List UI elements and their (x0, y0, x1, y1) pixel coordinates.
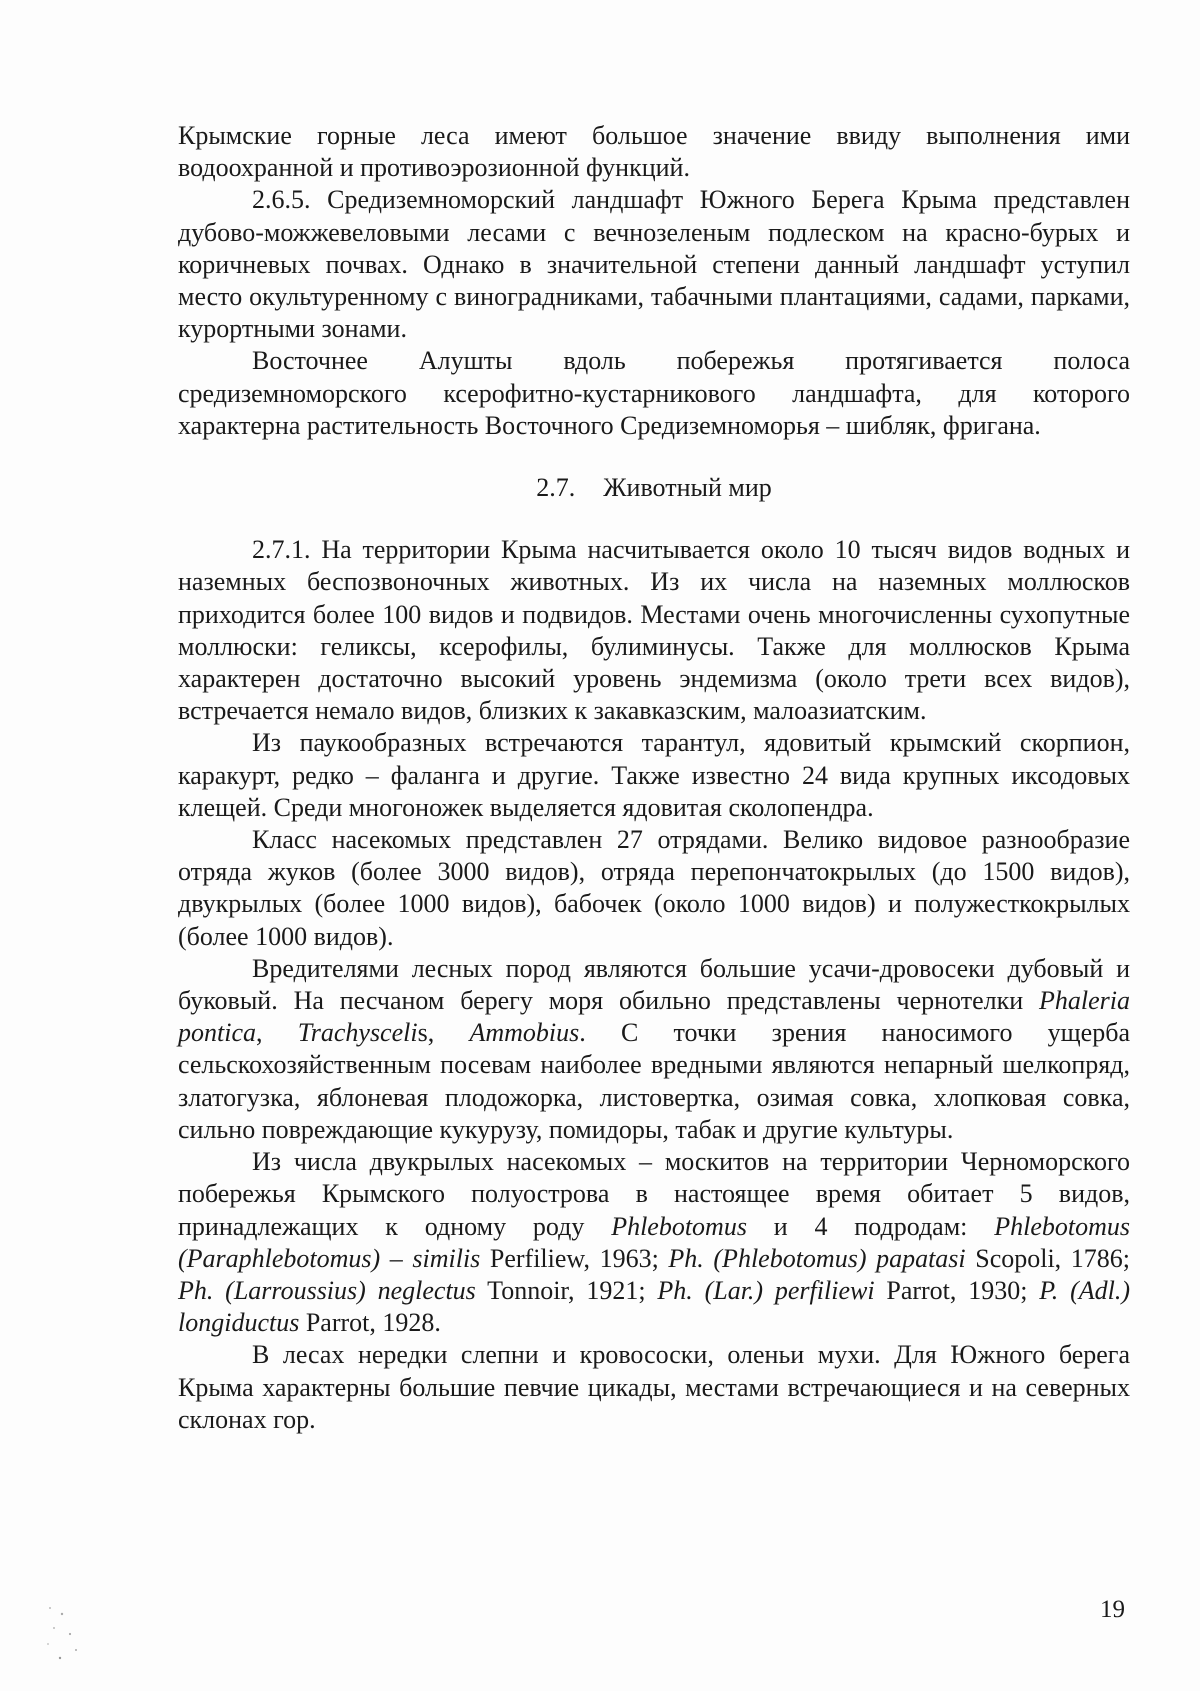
paragraph-pests (178, 953, 1130, 1146)
document-body (178, 120, 1130, 1436)
species-name: Ph. (Phlebotomus) papatasi (668, 1243, 966, 1273)
paragraph-forests-importance: Крымские горные леса имеют большое значение ввиду выполнения ими водоохранной и противоэрозионной функций. (178, 121, 1130, 183)
species-name: P. (Adl.) longiductus (178, 1275, 1131, 1338)
paragraph-invertebrates: 2.7.1. На территории Крыма насчитывается около 10 тысяч видов водных и наземных беспозвоночных животных. Из их числа на наземных моллюсков приходится более 100 видов и подвидов. Местами очень многочисленны сухопутные моллюски: геликсы, ксерофилы, булиминусы. Также для моллюсков Крыма характерен достаточно высокий уровень эндемизма (около трети всех видов), встречается немало видов, близких к закавказским, малоазиатским. (178, 535, 1130, 726)
text-run: Tonnoir, 1921; (475, 1275, 658, 1305)
text-run: s, (417, 1018, 470, 1048)
section-title: Животный мир (603, 473, 772, 503)
section-number: 2.7. (536, 473, 576, 503)
text-run: и 4 подродам: (746, 1211, 995, 1241)
species-name: Phlebotomus (611, 1211, 747, 1241)
page-number: 19 (1100, 1596, 1125, 1623)
paragraph-arachnids: Из паукообразных встречаются тарантул, ядовитый крымский скорпион, каракурт, редко – фаланга и другие. Также известно 24 вида крупных иксодовых клещей. Среди многоножек выделяется ядовитая сколопендра. (178, 728, 1130, 822)
species-name: Phaleria pontica (178, 986, 1130, 1048)
paragraph-flies-cicadas: В лесах нередки слепни и кровососки, оленьи мухи. Для Южного берега Крыма характерны большие певчие цикады, местами встречающиеся и на северных склонах гор. (178, 1340, 1130, 1434)
species-name: Ph. (Larroussius) neglectus (178, 1275, 476, 1305)
text-run: Из числа двукрылых насекомых – москитов на территории Черноморского побережья Крымского полуострова в настоящее время обитает 5 видов, принадлежащих к одному роду (178, 1147, 1130, 1241)
text-run: Scopoli, 1786; (965, 1243, 1130, 1273)
text-run: Parrot, 1928. (299, 1308, 441, 1338)
species-name: Ph. (Lar.) perfiliewi (657, 1275, 875, 1305)
paragraph-east-alushta: Восточнее Алушты вдоль побережья протягивается полоса средиземноморского ксерофитно-кустарникового ландшафта, для которого характерна растительность Восточного Средиземноморья – шибляк, фригана. (178, 346, 1130, 440)
species-name: Trachysceli (297, 1018, 418, 1048)
scan-artifact-dots (40, 1600, 100, 1670)
species-name: Ammobius (469, 1018, 580, 1048)
text-run: . С точки зрения наносимого ущерба сельскохозяйственным посевам наиболее вредными являются непарный шелкопряд, златогузка, яблоневая плодожорка, листовертка, озимая совка, хлопковая совка, сильно повреждающие кукурузу, помидоры, табак и другие культуры. (178, 1018, 1130, 1144)
text-run: Вредителями лесных пород являются большие усачи-дровосеки дубовый и буковый. На песчаном берегу моря обильно представлены чернотелки (178, 953, 1130, 1016)
paragraph-mosquitoes (178, 1146, 1130, 1339)
paragraph-insects: Класс насекомых представлен 27 отрядами. Велико видовое разнообразие отряда жуков (более 3000 видов), отряда перепончатокрылых (до 1500 видов), двукрылых (более 1000 видов), бабочек (около 1000 видов) и полужесткокрылых (более 1000 видов). (178, 825, 1130, 951)
section-heading (178, 472, 1130, 504)
text-run: , (256, 1018, 298, 1048)
text-run: Parrot, 1930; (874, 1275, 1040, 1305)
paragraph-mediterranean-landscape: 2.6.5. Средиземноморский ландшафт Южного Берега Крыма представлен дубово-можжевеловыми лесами с вечнозеленым подлеском на красно-бурых и коричневых почвах. Однако в значительной степени данный ландшафт уступил место окультуренному с виноградниками, табачными плантациями, садами, парками, курортными зонами. (178, 185, 1130, 344)
text-run: Perfiliew, 1963; (480, 1243, 669, 1273)
species-name: Phlebotomus (Paraphlebotomus) – similis (178, 1211, 1130, 1273)
